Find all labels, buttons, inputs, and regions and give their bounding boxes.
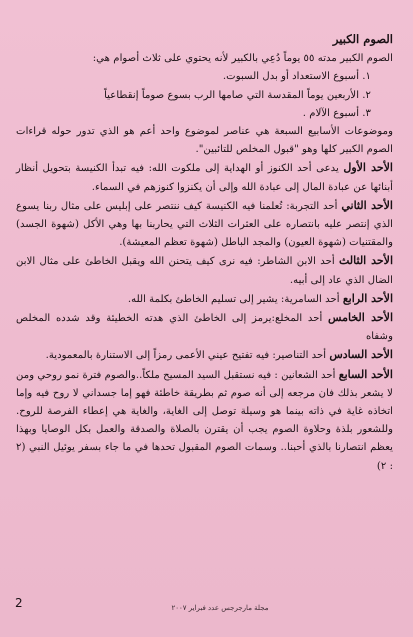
page-number: 2 bbox=[15, 596, 23, 610]
sunday-paragraph-1 bbox=[16, 159, 393, 196]
sunday-paragraph-6 bbox=[16, 346, 393, 365]
sunday-paragraph-7 bbox=[16, 366, 393, 476]
sunday-paragraph-2 bbox=[16, 197, 393, 253]
sunday-text: أحد السامرية: يشير إلى تسليم الخاطئ بكلمة الله. bbox=[127, 293, 343, 305]
document-body bbox=[16, 30, 393, 476]
sunday-heading: الأحد السابع bbox=[338, 367, 393, 381]
sunday-text: أحد الابن الشاطر: فيه نرى كيف يتحنن الله ويقبل الخاطئ على مثال الابن الضال الذي عاد إلى أبيه. bbox=[16, 256, 393, 286]
sunday-paragraph-4 bbox=[16, 290, 393, 309]
sunday-heading: الأحد الأول bbox=[343, 161, 393, 175]
document-title: الصوم الكبير bbox=[332, 32, 393, 46]
sunday-text: أحد التناصير: فيه تفتيح عيني الأعمى رمزاً إلى الاستنارة بالمعمودية. bbox=[45, 350, 330, 362]
list-item: ٣. أسبوع الآلام . bbox=[302, 107, 371, 119]
sunday-text: أحد الشعانين : فيه نستقبل السيد المسيح ملكاً..والصوم فترة نمو روحي ومن لا يشعر بذلك فان مرجعه إلى أنه صوم ثم بطريقة خاطئة فهو إما جسداني لا روح فيه وإما اتخاذه غاية في ذاته بينما هو وسيلة توصل إلى الغاية، والغاية هي إعطاء الفرصة للروح. وللشعور بلذة وحلاوة الصوم يجب أن يقترن بالصلاة والصدقة والعمل بكل الوصايا وبهذا يعظم انتصارنا بالذي أحبنا.. وسمات الصوم المقبول تحدها في ما جاء بسفر يوئيل النبي (٢ : ٢) bbox=[15, 369, 393, 472]
sunday-text: أحد التجربة: تُعلمنا فيه الكنيسة كيف ننتصر على إبليس على مثال ربنا يسوع الذي إنتصر عليه بانتصاره على العثرات الثلاث التي يحاربنا بها وهي الأكل (شهوة الجسد) والمقتنيات (شهوة العيون) والمجد الباطل (شهوة تعظم المعيشة). bbox=[16, 200, 393, 249]
intro-paragraph: الصوم الكبير مدته ٥٥ يوماً دُعِي بالكبير لأنه يحتوي على ثلاث أصوام هي: bbox=[92, 53, 393, 65]
sunday-paragraph-5 bbox=[16, 309, 393, 346]
sunday-text: يدعى أحد الكنوز أو الهداية إلى ملكوت الله: فيه تبدأ الكنيسة بتحويل أنظار أبنائها عن عبادة المال إلى عبادة الله وإلى أن يكنزوا كنوزهم في السماء. bbox=[16, 163, 393, 193]
theme-paragraph: وموضوعات الأسابيع السبعة هي عناصر لموضوع واحد أعم هو الذي تدور حوله قراءات الصوم الكبير كلها وهو "قبول المخلص للتائبين". bbox=[16, 126, 393, 156]
sunday-text: أحد المخلع:يرمز إلى الخاطئ الذي هدته الخطيئة وقد شدده المخلص وشفاه bbox=[16, 313, 393, 343]
list-item: ٢. الأربعين يوماً المقدسة التي صامها الرب بسوع صوماً إنقطاعياً bbox=[104, 89, 371, 101]
sunday-heading: الأحد الخامس bbox=[328, 311, 394, 325]
sunday-heading: الأحد السادس bbox=[329, 348, 393, 362]
sunday-heading: الأحد الرابع bbox=[342, 291, 393, 305]
list-item: ١. أسبوع الاستعداد أو بدل السبوت. bbox=[222, 71, 371, 83]
sunday-heading: الأحد الثالث bbox=[339, 254, 393, 268]
magazine-footer-note: مجلة مارجرجس عدد فبراير ٢٠٠٧ bbox=[171, 604, 269, 612]
sunday-heading: الأحد الثاني bbox=[341, 198, 393, 212]
sunday-paragraph-3 bbox=[16, 252, 393, 289]
